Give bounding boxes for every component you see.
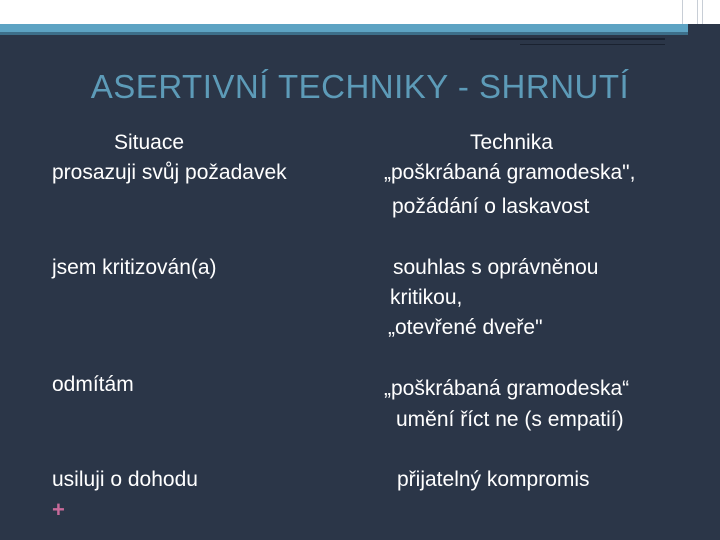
technique-line: kritikou,: [390, 286, 463, 309]
technique-line: „otevřené dveře": [388, 316, 543, 339]
column-header-situation: Situace: [114, 131, 185, 154]
corner-line: [702, 0, 703, 24]
accent-bar-shadow: [0, 32, 688, 35]
technique-line: souhlas s oprávněnou: [393, 256, 599, 279]
technique-line: „poškrábaná gramodeska",: [384, 161, 636, 184]
slide-title: ASERTIVNÍ TECHNIKY - SHRNUTÍ: [90, 68, 630, 105]
technique-line: přijatelný kompromis: [397, 468, 590, 491]
plus-icon: +: [52, 497, 65, 522]
technique-line: požádání o laskavost: [392, 195, 590, 218]
technique-line: umění říct ne (s empatií): [396, 408, 624, 431]
situation-cell: prosazuji svůj požadavek: [52, 161, 287, 184]
accent-bar: [0, 24, 688, 32]
top-band: [0, 0, 720, 24]
situation-cell: odmítám: [52, 373, 134, 396]
corner-line: [697, 0, 698, 24]
decorative-line: [470, 38, 665, 40]
situation-cell: jsem kritizován(a): [52, 256, 217, 279]
column-header-technique: Technika: [470, 131, 553, 154]
corner-line: [682, 0, 683, 24]
technique-line: „poškrábaná gramodeska“: [384, 377, 630, 400]
decorative-line: [520, 44, 665, 45]
situation-cell: usiluji o dohodu: [52, 468, 198, 491]
